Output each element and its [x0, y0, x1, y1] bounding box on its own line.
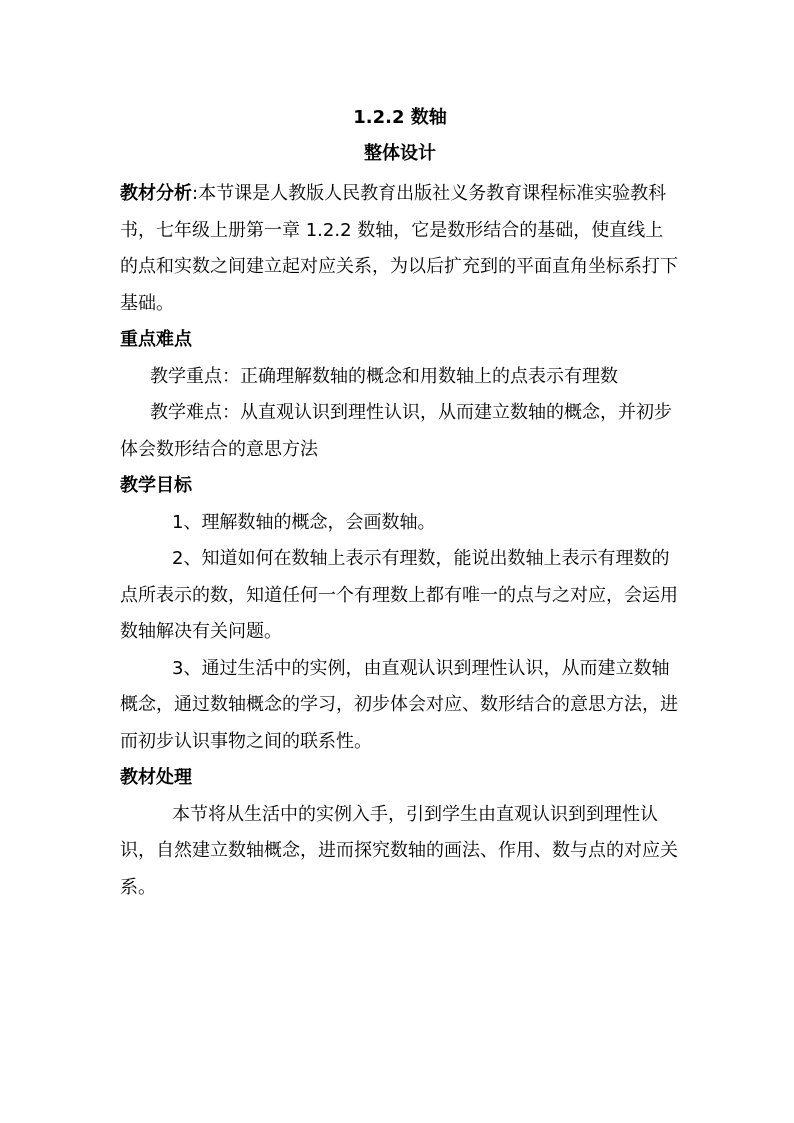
objectives-heading: 教学目标 [120, 475, 192, 496]
objective-item-2: 2、知道如何在数轴上表示有理数，能说出数轴上表示有理数的点所表示的数，知道任何一个有理数上都有唯一的点与之对应，会运用数轴解决有关问题。 [120, 548, 678, 642]
key-focus-text: 教学重点：正确理解数轴的概念和用数轴上的点表示有理数 [150, 365, 618, 387]
key-difficulty-text: 教学难点：从直观认识到理性认识，从而建立数轴的概念，并初步体会数形结合的意思方法 [120, 402, 672, 460]
analysis-label: 教材分析 [120, 183, 192, 204]
objective-item-1: 1、理解数轴的概念，会画数轴。 [172, 511, 436, 533]
document-subtitle: 整体设计 [364, 143, 436, 164]
analysis-colon: : [192, 183, 199, 204]
objective-item-3: 3、通过生活中的实例，由直观认识到理性认识，从而建立数轴概念，通过数轴概念的学习，初步体会对应、数形结合的意思方法，进而初步认识事物之间的联系性。 [120, 657, 678, 752]
document-page [120, 100, 680, 906]
document-title: 1.2.2 数轴 [353, 107, 447, 128]
processing-text: 本节将从生活中的实例入手，引到学生由直观认识到到理性认识，自然建立数轴概念，进而探究数轴的画法、作用、数与点的对应关系。 [120, 803, 678, 898]
analysis-paragraph [120, 176, 680, 322]
key-points-heading: 重点难点 [120, 329, 192, 350]
processing-heading: 教材处理 [120, 767, 192, 788]
analysis-text: 本节课是人教版人民教育出版社义务教育课程标准实验教科书，七年级上册第一章 1.2.2 数轴，它是数形结合的基础，使直线上的点和实数之间建立起对应关系，为以后扩充到的平面直角坐标系打下基础。 [120, 183, 678, 314]
